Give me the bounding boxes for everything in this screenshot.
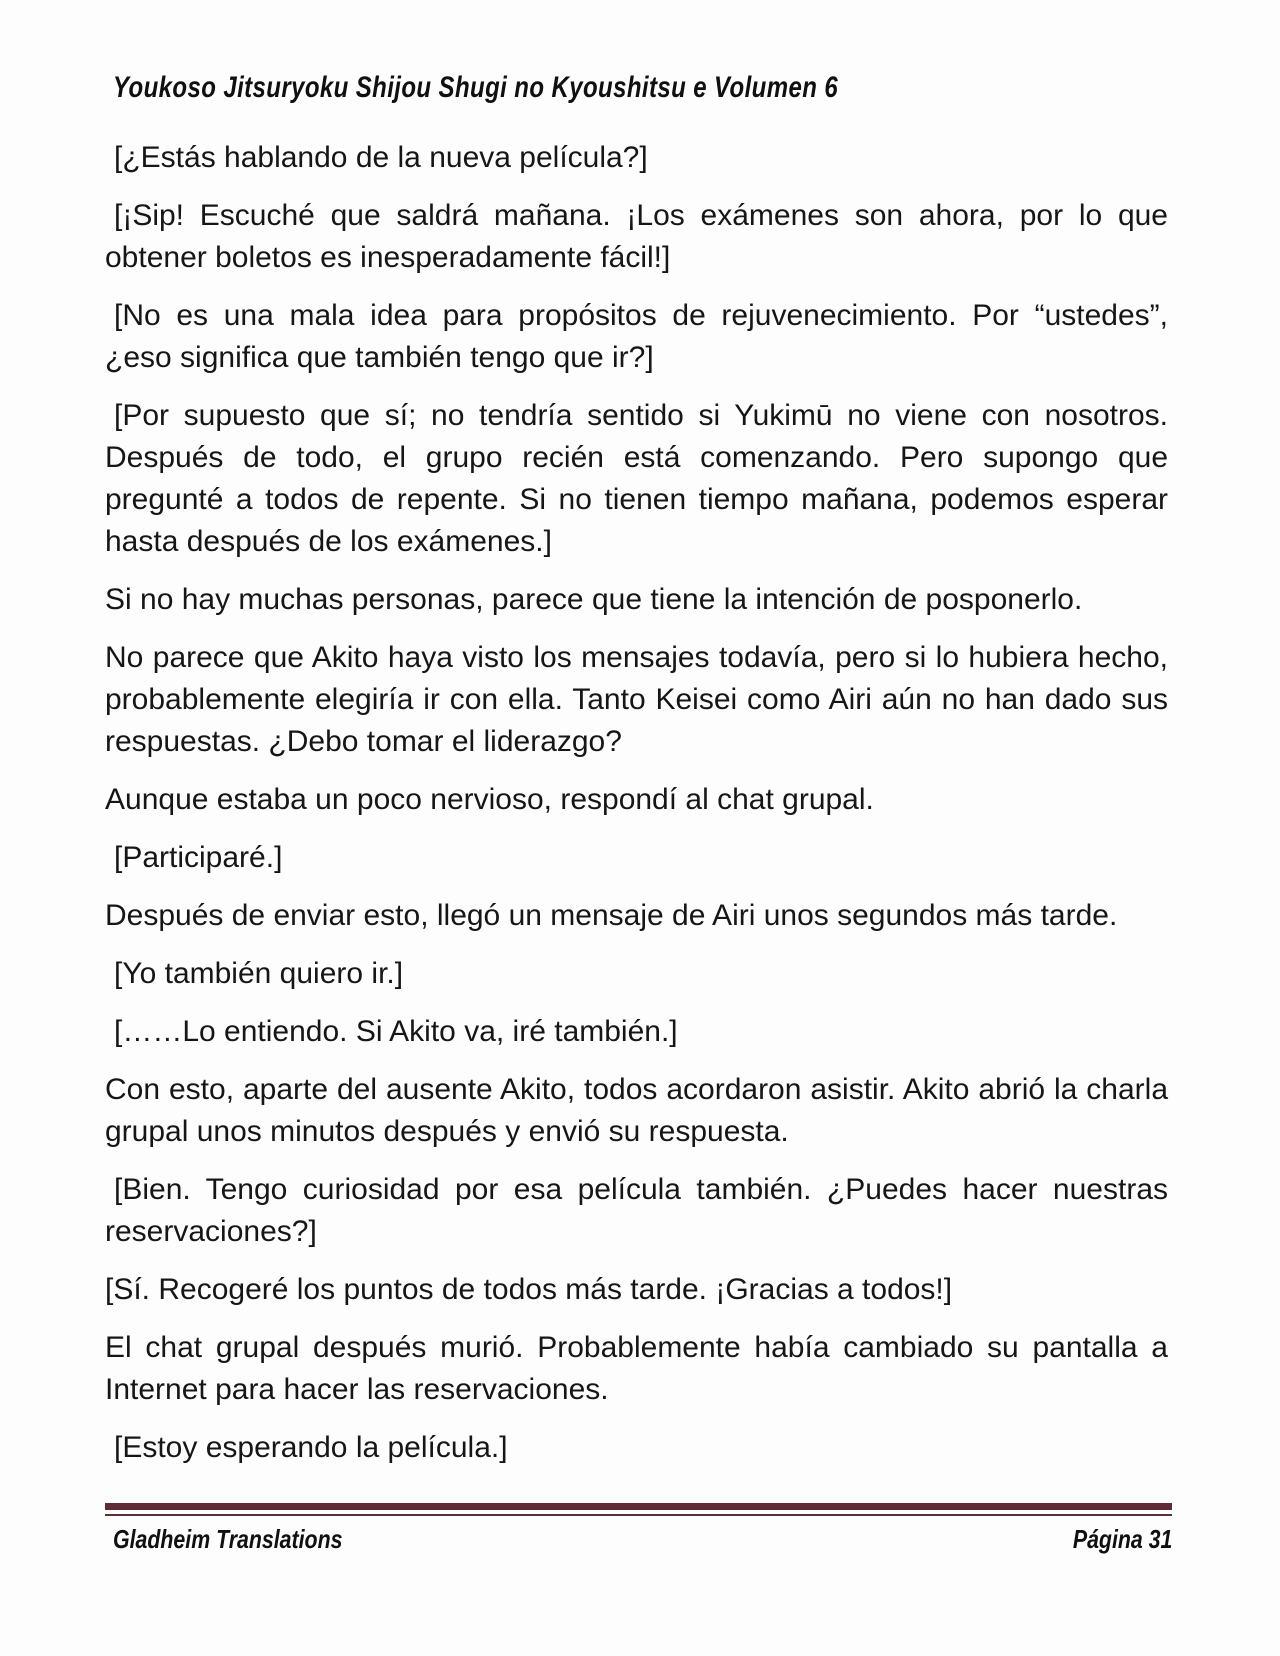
paragraph: [Bien. Tengo curiosidad por esa película también. ¿Puedes hacer nuestras reservaciones?] (105, 1173, 1168, 1248)
paragraph: Si no hay muchas personas, parece que tiene la intención de posponerlo. (105, 583, 1083, 616)
footer-rule-thin-line (105, 1514, 1172, 1516)
paragraph: Después de enviar esto, llegó un mensaje de Airi unos segundos más tarde. (105, 899, 1118, 932)
paragraph: [Yo también quiero ir.] (114, 957, 404, 990)
paragraph: [Sí. Recogeré los puntos de todos más tarde. ¡Gracias a todos!] (105, 1273, 953, 1306)
paragraph: [No es una mala idea para propósitos de rejuvenecimiento. Por “ustedes”, ¿eso significa que también tengo que ir?] (105, 299, 1168, 374)
translator-credit: Gladheim Translations (113, 1524, 343, 1554)
paragraph: El chat grupal después murió. Probablemente había cambiado su pantalla a Internet para hacer las reservaciones. (105, 1331, 1168, 1406)
page-header-title: Youkoso Jitsuryoku Shijou Shugi no Kyoushitsu e Volumen 6 (113, 71, 839, 104)
page-number: Página 31 (1072, 1524, 1172, 1554)
paragraph: [Participaré.] (114, 841, 283, 874)
paragraph: [¡Sip! Escuché que saldrá mañana. ¡Los exámenes son ahora, por lo que obtener boletos es inesperadamente fácil!] (105, 199, 1168, 274)
paragraph: No parece que Akito haya visto los mensajes todavía, pero si lo hubiera hecho, probablemente elegiría ir con ella. Tanto Keisei como Airi aún no han dado sus respuestas. ¿Debo tomar el liderazgo? (105, 641, 1168, 758)
paragraph: [……Lo entiendo. Si Akito va, iré también.] (114, 1015, 678, 1048)
page-body (105, 137, 1168, 1485)
paragraph: Con esto, aparte del ausente Akito, todos acordaron asistir. Akito abrió la charla grupal unos minutos después y envió su respuesta. (105, 1073, 1168, 1148)
paragraph: [Estoy esperando la película.] (114, 1431, 508, 1464)
paragraph: Aunque estaba un poco nervioso, respondí al chat grupal. (105, 783, 874, 816)
footer-rule-thick-line (105, 1503, 1172, 1510)
footer-rule (105, 1503, 1172, 1516)
paragraph: [Por supuesto que sí; no tendría sentido si Yukimū no viene con nosotros. Después de todo, el grupo recién está comenzando. Pero supongo que pregunté a todos de repente. Si no tienen tiempo mañana, podemos esperar hasta después de los exámenes.] (105, 399, 1168, 558)
page-footer (113, 1524, 1172, 1555)
paragraph: [¿Estás hablando de la nueva película?] (114, 141, 648, 174)
